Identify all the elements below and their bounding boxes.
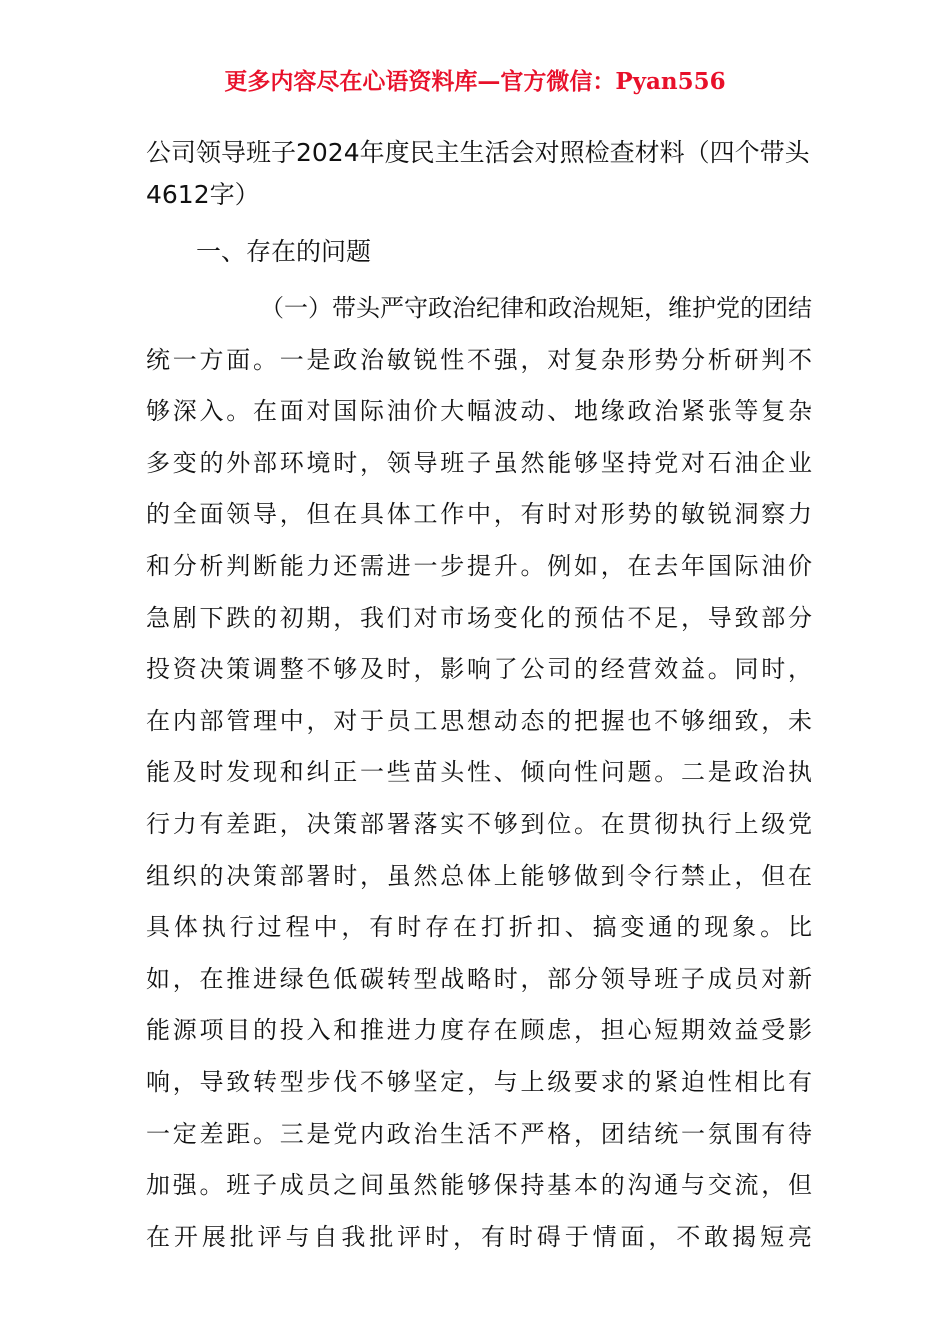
body-line: （一）带头严守政治纪律和政治规矩，维护党的团结 bbox=[260, 294, 812, 322]
body-line: 急剧下跌的初期，我们对市场变化的预估不足，导致部分 bbox=[146, 603, 812, 632]
body-paragraph bbox=[146, 283, 812, 1263]
document-title: 公司领导班子2024年度民主生活会对照检查材料（四个带头4612字） bbox=[146, 138, 810, 209]
body-line: 组织的决策部署时，虽然总体上能够做到令行禁止，但在 bbox=[146, 861, 812, 890]
body-line: 的全面领导，但在具体工作中，有时对形势的敏锐洞察力 bbox=[146, 500, 812, 529]
body-line: 统一方面。一是政治敏锐性不强，对复杂形势分析研判不 bbox=[146, 345, 812, 374]
watermark-banner: 更多内容尽在心语资料库—官方微信：Pyan556 bbox=[224, 68, 726, 95]
body-line: 能及时发现和纠正一些苗头性、倾向性问题。二是政治执 bbox=[146, 758, 812, 787]
body-line: 具体执行过程中，有时存在打折扣、搞变通的现象。比 bbox=[146, 913, 812, 942]
body-line: 响，导致转型步伐不够坚定，与上级要求的紧迫性相比有 bbox=[146, 1067, 812, 1096]
body-line: 在开展批评与自我批评时，有时碍于情面，不敢揭短亮 bbox=[146, 1222, 812, 1251]
body-line: 能源项目的投入和推进力度存在顾虑，担心短期效益受影 bbox=[146, 1016, 812, 1045]
body-line: 投资决策调整不够及时，影响了公司的经营效益。同时， bbox=[146, 655, 812, 684]
body-line: 加强。班子成员之间虽然能够保持基本的沟通与交流，但 bbox=[146, 1171, 812, 1200]
body-line: 如，在推进绿色低碳转型战略时，部分领导班子成员对新 bbox=[146, 964, 812, 993]
body-line: 在内部管理中，对于员工思想动态的把握也不够细致，未 bbox=[146, 706, 812, 735]
body-line: 和分析判断能力还需进一步提升。例如，在去年国际油价 bbox=[146, 551, 812, 580]
body-line: 多变的外部环境时，领导班子虽然能够坚持党对石油企业 bbox=[146, 448, 812, 477]
body-line: 行力有差距，决策部署落实不够到位。在贯彻执行上级党 bbox=[146, 809, 812, 838]
body-line: 一定差距。三是党内政治生活不严格，团结统一氛围有待 bbox=[146, 1119, 812, 1148]
section-heading: 一、存在的问题 bbox=[196, 237, 372, 266]
body-line: 够深入。在面对国际油价大幅波动、地缘政治紧张等复杂 bbox=[146, 397, 812, 426]
